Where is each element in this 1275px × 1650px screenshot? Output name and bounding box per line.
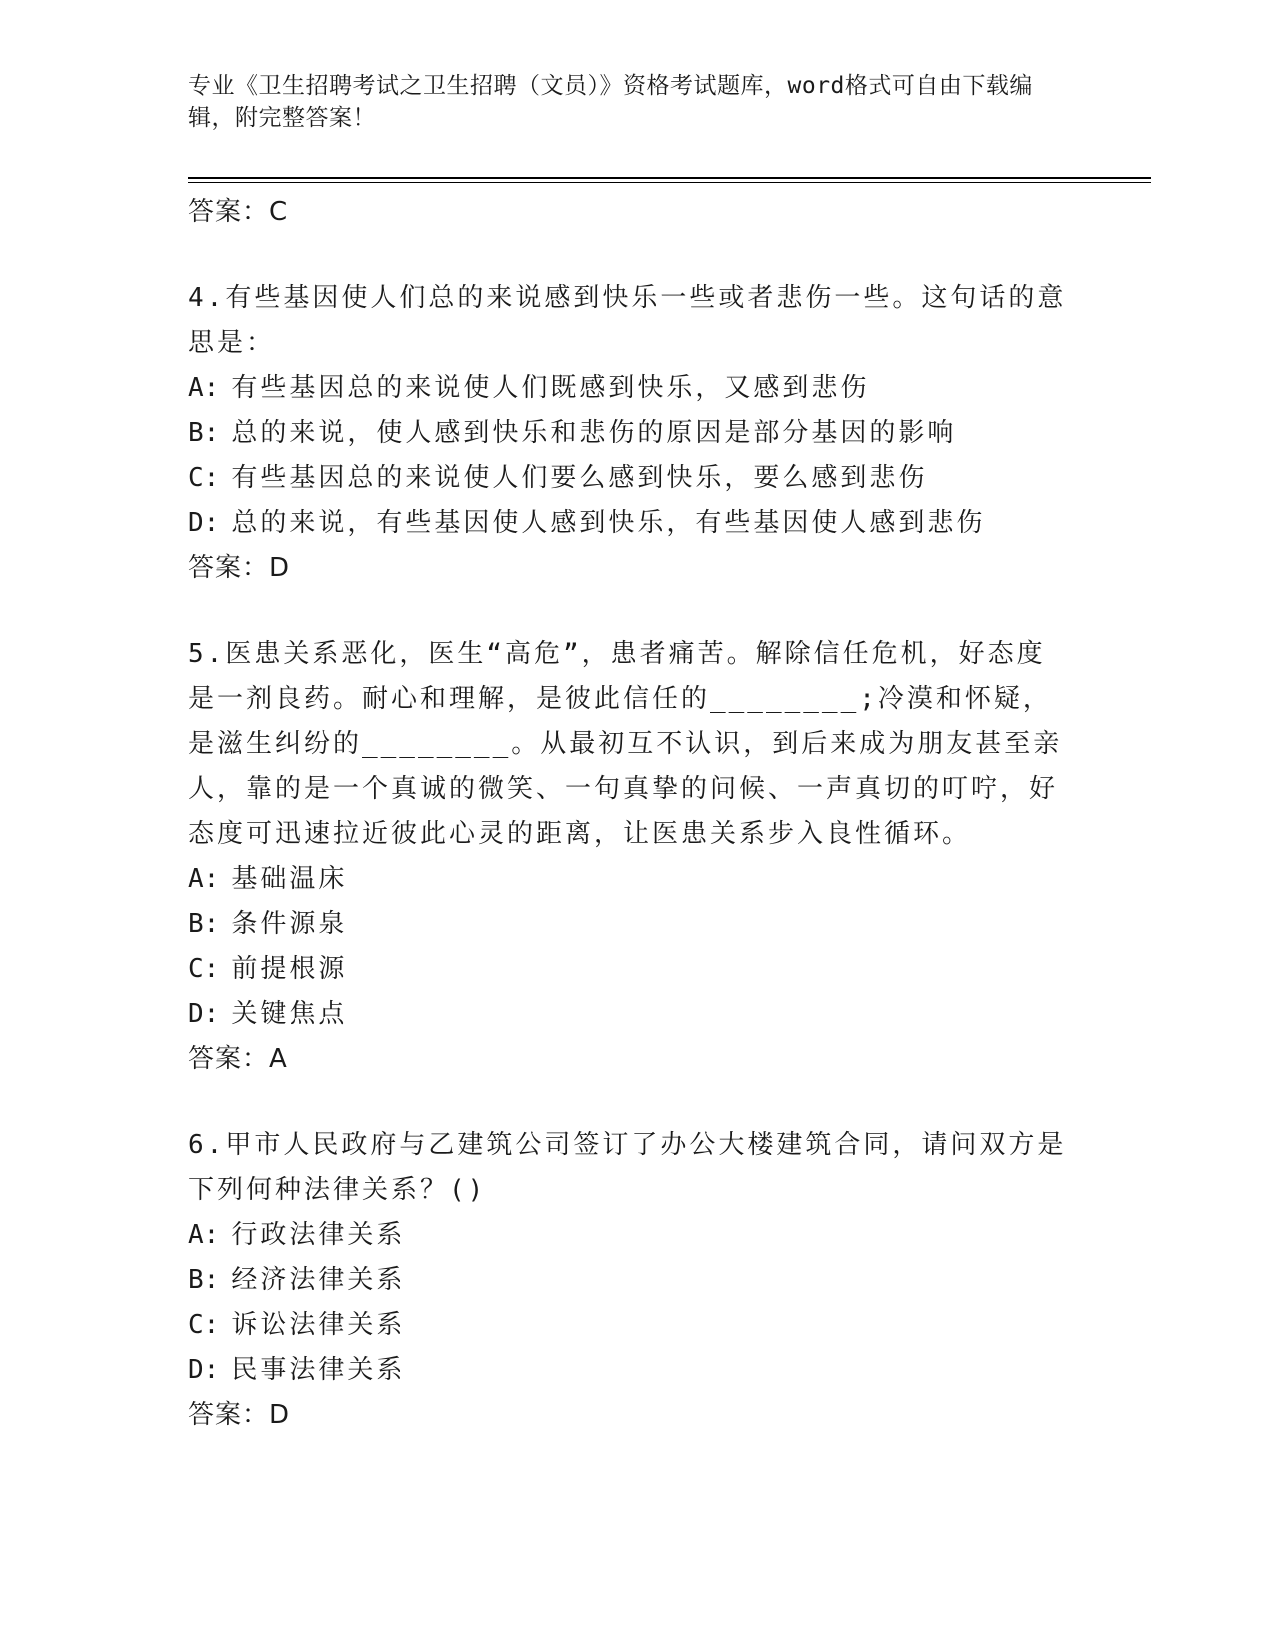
option-text: 关键焦点: [231, 999, 348, 1029]
option-key: A:: [188, 1220, 220, 1250]
option-key: C:: [188, 1310, 220, 1340]
answer-label: 答案：: [188, 553, 270, 583]
answer-value: D: [269, 553, 291, 583]
question-number: 5.: [188, 639, 226, 669]
option-b: [188, 1258, 1068, 1303]
answer-value: A: [269, 1044, 288, 1074]
option-text: 前提根源: [231, 954, 348, 984]
option-c: [188, 947, 1068, 992]
question-body: 医患关系恶化，医生“高危”，患者痛苦。解除信任危机，好态度是一剂良药。耐心和理解，是彼此信任的________;冷漠和怀疑，是滋生纠纷的________。从最初互不认识，到后来成为朋友甚至亲人，靠的是一个真诚的微笑、一句真挚的问候、一声真切的叮咛，好态度可迅速拉近彼此心灵的距离，让医患关系步入良性循环。: [188, 639, 1063, 849]
answer-value: D: [269, 1400, 291, 1430]
option-text: 行政法律关系: [231, 1220, 406, 1250]
option-key: B:: [188, 1265, 220, 1295]
option-key: D:: [188, 1355, 220, 1385]
option-b: [188, 902, 1068, 947]
option-c: [188, 456, 1068, 501]
answer-value: C: [269, 197, 289, 227]
question-text: [188, 1123, 1068, 1213]
header-text: 专业《卫生招聘考试之卫生招聘（文员）》资格考试题库，word格式可自由下载编辑，附完整答案！: [188, 73, 1033, 131]
option-a: [188, 366, 1068, 411]
option-text: 有些基因总的来说使人们要么感到快乐，要么感到悲伤: [231, 463, 928, 493]
option-key: A:: [188, 373, 220, 403]
question-5: [188, 632, 1068, 1081]
option-c: [188, 1303, 1068, 1348]
document-header: [188, 70, 1068, 134]
option-text: 基础温床: [231, 864, 348, 894]
question-4: [188, 276, 1068, 590]
option-key: C:: [188, 954, 220, 984]
option-d: [188, 992, 1068, 1037]
question-text: [188, 276, 1068, 366]
question-text: [188, 632, 1068, 857]
option-d: [188, 501, 1068, 546]
answer-line: [188, 1037, 1068, 1081]
option-text: 诉讼法律关系: [231, 1310, 406, 1340]
option-key: D:: [188, 999, 220, 1029]
header-rule-thin: [188, 182, 1151, 183]
option-b: [188, 411, 1068, 456]
option-key: D:: [188, 508, 220, 538]
answer-label: 答案：: [188, 197, 270, 227]
answer-label: 答案：: [188, 1044, 270, 1074]
option-key: B:: [188, 909, 220, 939]
option-key: B:: [188, 418, 220, 448]
option-text: 经济法律关系: [231, 1265, 406, 1295]
option-a: [188, 1213, 1068, 1258]
option-key: C:: [188, 463, 220, 493]
question-body: 有些基因使人们总的来说感到快乐一些或者悲伤一些。这句话的意思是：: [188, 283, 1067, 358]
option-text: 有些基因总的来说使人们既感到快乐，又感到悲伤: [231, 373, 870, 403]
header-rule-thick: [188, 177, 1151, 179]
option-a: [188, 857, 1068, 902]
question-number: 6.: [188, 1130, 226, 1160]
answer-line: [188, 190, 1068, 234]
answer-line: [188, 1393, 1068, 1437]
question-6: [188, 1123, 1068, 1437]
answer-label: 答案：: [188, 1400, 270, 1430]
question-number: 4.: [188, 283, 226, 313]
question-list: [188, 190, 1068, 1437]
question-body: 甲市人民政府与乙建筑公司签订了办公大楼建筑合同，请问双方是下列何种法律关系？(): [188, 1130, 1067, 1205]
option-key: A:: [188, 864, 220, 894]
option-text: 总的来说，有些基因使人感到快乐，有些基因使人感到悲伤: [231, 508, 986, 538]
option-text: 民事法律关系: [231, 1355, 406, 1385]
option-d: [188, 1348, 1068, 1393]
option-text: 条件源泉: [231, 909, 348, 939]
option-text: 总的来说，使人感到快乐和悲伤的原因是部分基因的影响: [231, 418, 957, 448]
answer-line: [188, 546, 1068, 590]
